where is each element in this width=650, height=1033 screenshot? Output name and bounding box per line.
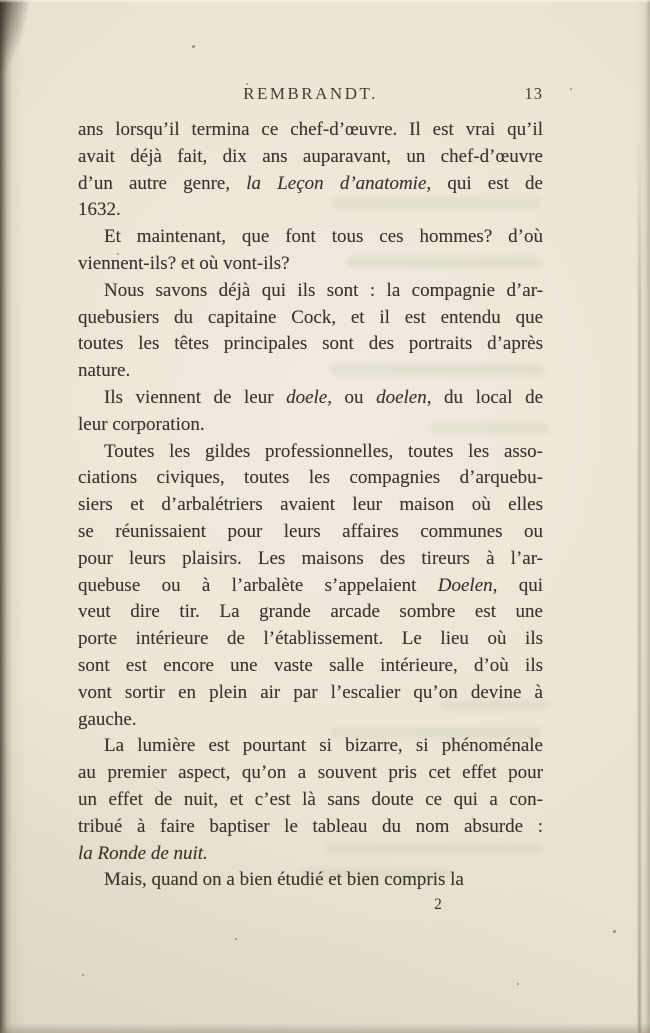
page-crease <box>638 140 641 1033</box>
text-line: vont sortir en plein air par l’escalier qu’on devine à <box>78 681 543 703</box>
text-line: quebuse ou à l’arbalète s’appelaient Doelen, qui <box>78 574 543 596</box>
text-line: au premier aspect, qu’on a souvent pris cet effet pour <box>78 762 543 784</box>
signature-mark: 2 <box>434 896 442 913</box>
text-line: Nous savons déjà qui ils sont : la compagnie d’ar- <box>104 279 543 301</box>
page-edge-right <box>634 0 650 1033</box>
text-line: siers et d’arbalétriers avaient leur maison où elles <box>78 494 543 516</box>
text-line: veut dire tir. La grande arcade sombre est une <box>78 601 543 623</box>
text-line: leur corporation. <box>78 413 205 435</box>
page-number: 13 <box>524 84 543 103</box>
text-line: Et maintenant, que font tous ces hommes? d’où <box>104 226 543 248</box>
foxing-speck <box>517 983 519 985</box>
text-line: Ils viennent de leur doele, ou doelen, du local de <box>104 386 543 408</box>
text-line: nature. <box>78 360 131 382</box>
foxing-speck <box>192 45 195 48</box>
text-line: Mais, quand on a bien étudié et bien compris la <box>104 869 464 891</box>
text-line: avait déjà fait, dix ans auparavant, un chef-d’œuvre <box>78 145 543 167</box>
body-text <box>78 117 543 894</box>
running-header-title: REMBRANDT. <box>243 84 378 103</box>
text-line: quebusiers du capitaine Cock, et il est entendu que <box>78 306 543 328</box>
text-line: porte intérieure de l’établissement. Le lieu où ils <box>78 628 543 650</box>
text-line: pour leurs plaisirs. Les maisons des tireurs à l’ar- <box>78 547 543 569</box>
page-edge-bottom <box>0 1023 650 1033</box>
text-line: toutes les têtes principales sont des portraits d’après <box>78 333 543 355</box>
running-header <box>78 84 543 106</box>
text-line: gauche. <box>78 708 137 730</box>
binding-shadow-left <box>0 0 24 1033</box>
text-line: ciations civiques, toutes les compagnies d’arquebu- <box>78 467 543 489</box>
page-edge-top <box>0 0 650 3</box>
foxing-speck <box>570 88 572 90</box>
text-line: d’un autre genre, la Leçon d’anatomie, qui est de <box>78 172 543 194</box>
text-line: ans lorsqu’il termina ce chef-d’œuvre. Il est vrai qu’il <box>78 119 543 140</box>
text-line: viennent-ils? et où vont-ils? <box>78 252 290 274</box>
text-line: sont est encore une vaste salle intérieure, d’où ils <box>78 654 543 676</box>
top-left-corner-shadow <box>0 0 46 150</box>
text-line: un effet de nuit, et c’est là sans doute ce qui a con- <box>78 788 543 810</box>
text-line: Toutes les gildes professionnelles, toutes les asso- <box>104 440 543 462</box>
text-line: la Ronde de nuit. <box>78 842 208 864</box>
text-line: tribué à faire baptiser le tableau du nom absurde : <box>78 815 543 837</box>
foxing-speck <box>235 938 237 940</box>
text-line: se réunissaient pour leurs affaires communes ou <box>78 520 543 542</box>
foxing-speck <box>82 974 84 976</box>
text-line: 1632. <box>78 199 121 221</box>
text-line: La lumière est pourtant si bizarre, si phénoménale <box>104 735 543 757</box>
foxing-speck <box>613 930 616 933</box>
